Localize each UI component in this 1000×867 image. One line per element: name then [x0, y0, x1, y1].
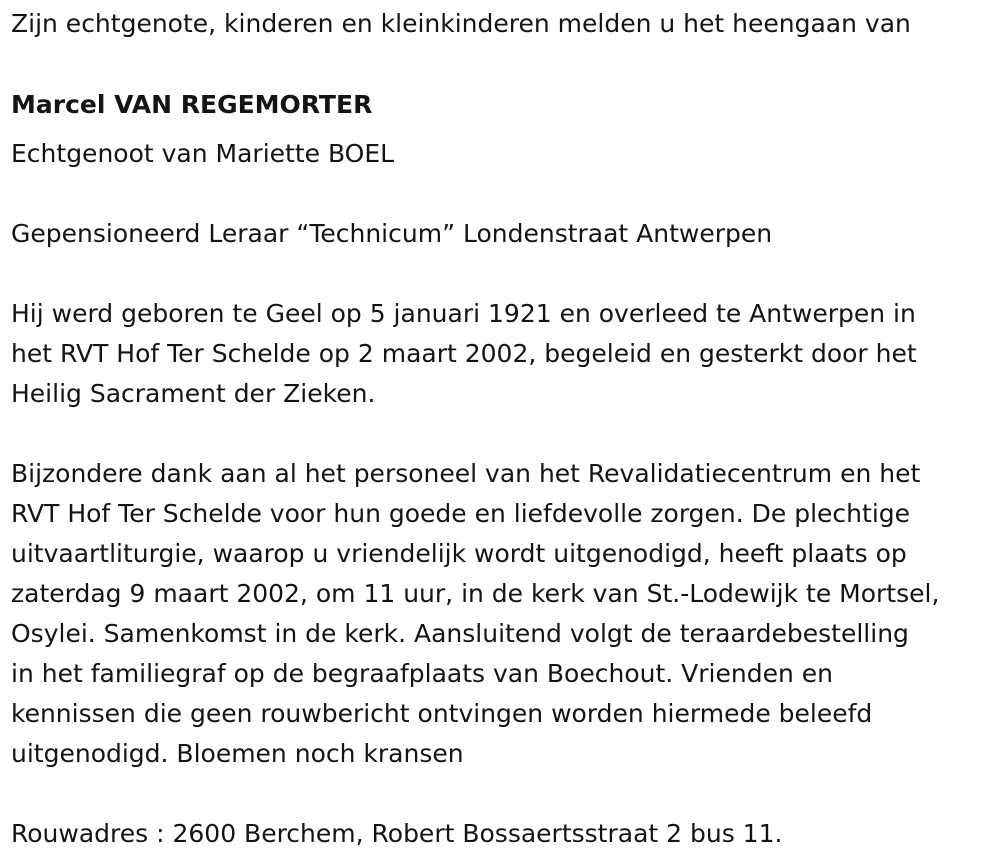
birth-death-line-1: Hij werd geboren te Geel op 5 januari 1921 en overleed te Antwerpen in: [11, 299, 916, 328]
thanks-line-8: uitgenodigd. Bloemen noch kransen: [11, 739, 464, 768]
birth-death-line-2: het RVT Hof Ter Schelde op 2 maart 2002, begeleid en gesterkt door het: [11, 339, 917, 368]
thanks-line-7: kennissen die geen rouwbericht ontvingen worden hiermede beleefd: [11, 699, 873, 728]
profession-line: Gepensioneerd Leraar “Technicum” Londenstraat Antwerpen: [11, 219, 773, 248]
thanks-line-1: Bijzondere dank aan al het personeel van het Revalidatiecentrum en het: [11, 459, 921, 488]
thanks-line-5: Osylei. Samenkomst in de kerk. Aansluitend volgt de teraardebestelling: [11, 619, 909, 648]
funeral-address: Rouwadres : 2600 Berchem, Robert Bossaertsstraat 2 bus 11.: [11, 819, 783, 848]
thanks-line-6: in het familiegraf op de begraafplaats van Boechout. Vrienden en: [11, 659, 833, 688]
thanks-line-3: uitvaartliturgie, waarop u vriendelijk wordt uitgenodigd, heeft plaats op: [11, 539, 907, 568]
thanks-line-4: zaterdag 9 maart 2002, om 11 uur, in de kerk van St.-Lodewijk te Mortsel,: [11, 579, 940, 608]
deceased-name: Marcel VAN REGEMORTER: [11, 90, 373, 119]
intro-line: Zijn echtgenote, kinderen en kleinkinderen melden u het heengaan van: [11, 9, 911, 38]
birth-death-line-3: Heilig Sacrament der Zieken.: [11, 379, 376, 408]
spouse-line: Echtgenoot van Mariette BOEL: [11, 139, 395, 168]
thanks-line-2: RVT Hof Ter Schelde voor hun goede en liefdevolle zorgen. De plechtige: [11, 499, 911, 528]
